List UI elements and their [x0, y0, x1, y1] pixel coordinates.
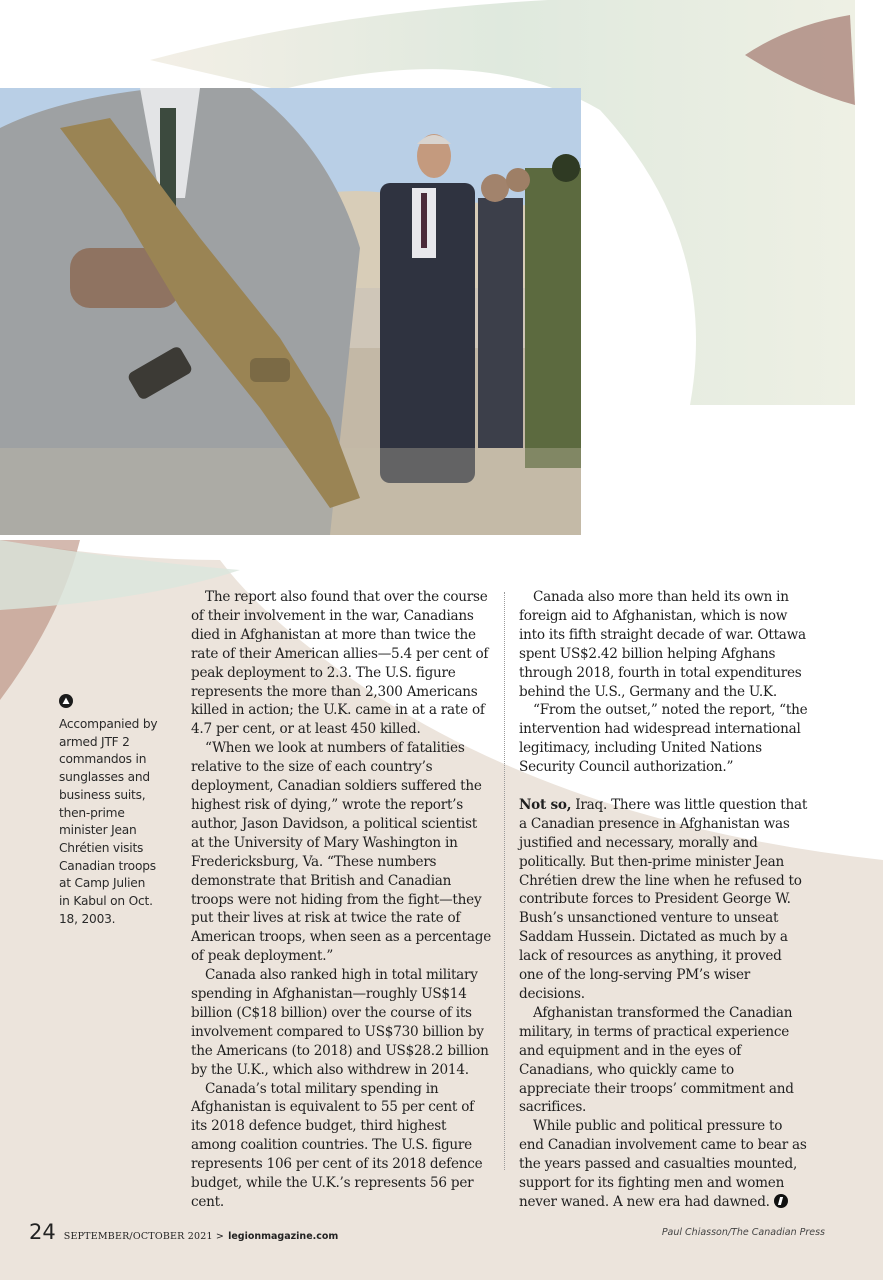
photo-chretien-kabul	[0, 88, 581, 535]
issue-date: SEPTEMBER/OCTOBER 2021 >	[63, 1231, 225, 1242]
paragraph-lead	[519, 796, 809, 1004]
article-column-2	[519, 588, 809, 1212]
paragraph: Canada also ranked high in total military spending in Afghanistan—roughly US$14 billion (C$18 billion) over the course of its involvement compared to US$730 billion by the Americans (to 2018) and US$28.2 billion by the U.K., which also withdrew in 2014.	[191, 967, 489, 1078]
column-divider	[504, 592, 505, 1170]
paragraph: Afghanistan transformed the Canadian military, in terms of practical experience and equipment and in the eyes of Canadians, who quickly came to appreciate their troops’ commitment and sacrifices.	[519, 1004, 794, 1116]
page-number: 24	[29, 1220, 56, 1244]
end-mark-icon	[774, 1194, 788, 1208]
photo-credit: Paul Chiasson/The Canadian Press	[661, 1227, 825, 1238]
paragraph-final	[519, 1117, 809, 1212]
paragraph: The report also found that over the course of their involvement in the war, Canadians died in Afghanistan at more than twice the rate of their American allies—5.4 per cent of peak deployment to 2.3. The U.S. figure represents the more than 2,300 Americans killed in action; the U.K. came in at a rate of 4.7 per cent, or at least 450 killed.	[191, 589, 489, 738]
caption-arrow-icon	[59, 694, 73, 708]
lead-in-bold: Not so,	[519, 796, 572, 813]
paragraph-text: While public and political pressure to end Canadian involvement came to bear as the years passed and casualties mounted, support for its fighting men and women never waned. A new era had dawned.	[519, 1118, 807, 1210]
article-column-1	[191, 588, 491, 1212]
paragraph-text: Iraq. There was little question that a Canadian presence in Afghanistan was justified and necessary, morally and politically. But then-prime minister Jean Chrétien drew the line when he refused to contribute forces to President George W. Bush’s unsanctioned venture to unseat Saddam Hussein. Dictated as much by a lack of resources as anything, it proved one of the long-serving PM’s wiser decisions.	[519, 796, 808, 1003]
paragraph: Canada also more than held its own in foreign aid to Afghanistan, which is now into its fifth straight decade of war. Ottawa spent US$2.42 billion helping Afghans through 2018, fourth in total expenditures behind the U.S., Germany and the U.K.	[519, 589, 806, 700]
paragraph: Canada’s total military spending in Afghanistan is equivalent to 55 per cent of its 2018 defence budget, third highest among coalition countries. The U.S. figure represents 106 per cent of its 2018 defence budget, while the U.K.’s represents 56 per cent.	[191, 1080, 483, 1210]
page-footer	[29, 1220, 338, 1244]
website-link[interactable]: legionmagazine.com	[228, 1231, 339, 1242]
paragraph: “When we look at numbers of fatalities relative to the size of each country’s deployment, Canadian soldiers suffered the highest risk of dying,” wrote the report’s author, Jason Davidson, a political scientist at the University of Mary Washington in Fredericksburg, Va. “These numbers demonstrate that British and Canadian troops were not hiding from the fight—they put their lives at risk at twice the rate of American troops, when seen as a percentage of peak deployment.”	[191, 740, 491, 965]
paragraph: “From the outset,” noted the report, “the intervention had widespread international legitimacy, including United Nations Security Council authorization.”	[519, 702, 808, 776]
photo-caption: Accompanied by armed JTF 2 commandos in sunglasses and business suits, then-prime minister Jean Chrétien visits Canadian troops at Camp Julien in Kabul on Oct. 18, 2003.	[59, 717, 158, 926]
